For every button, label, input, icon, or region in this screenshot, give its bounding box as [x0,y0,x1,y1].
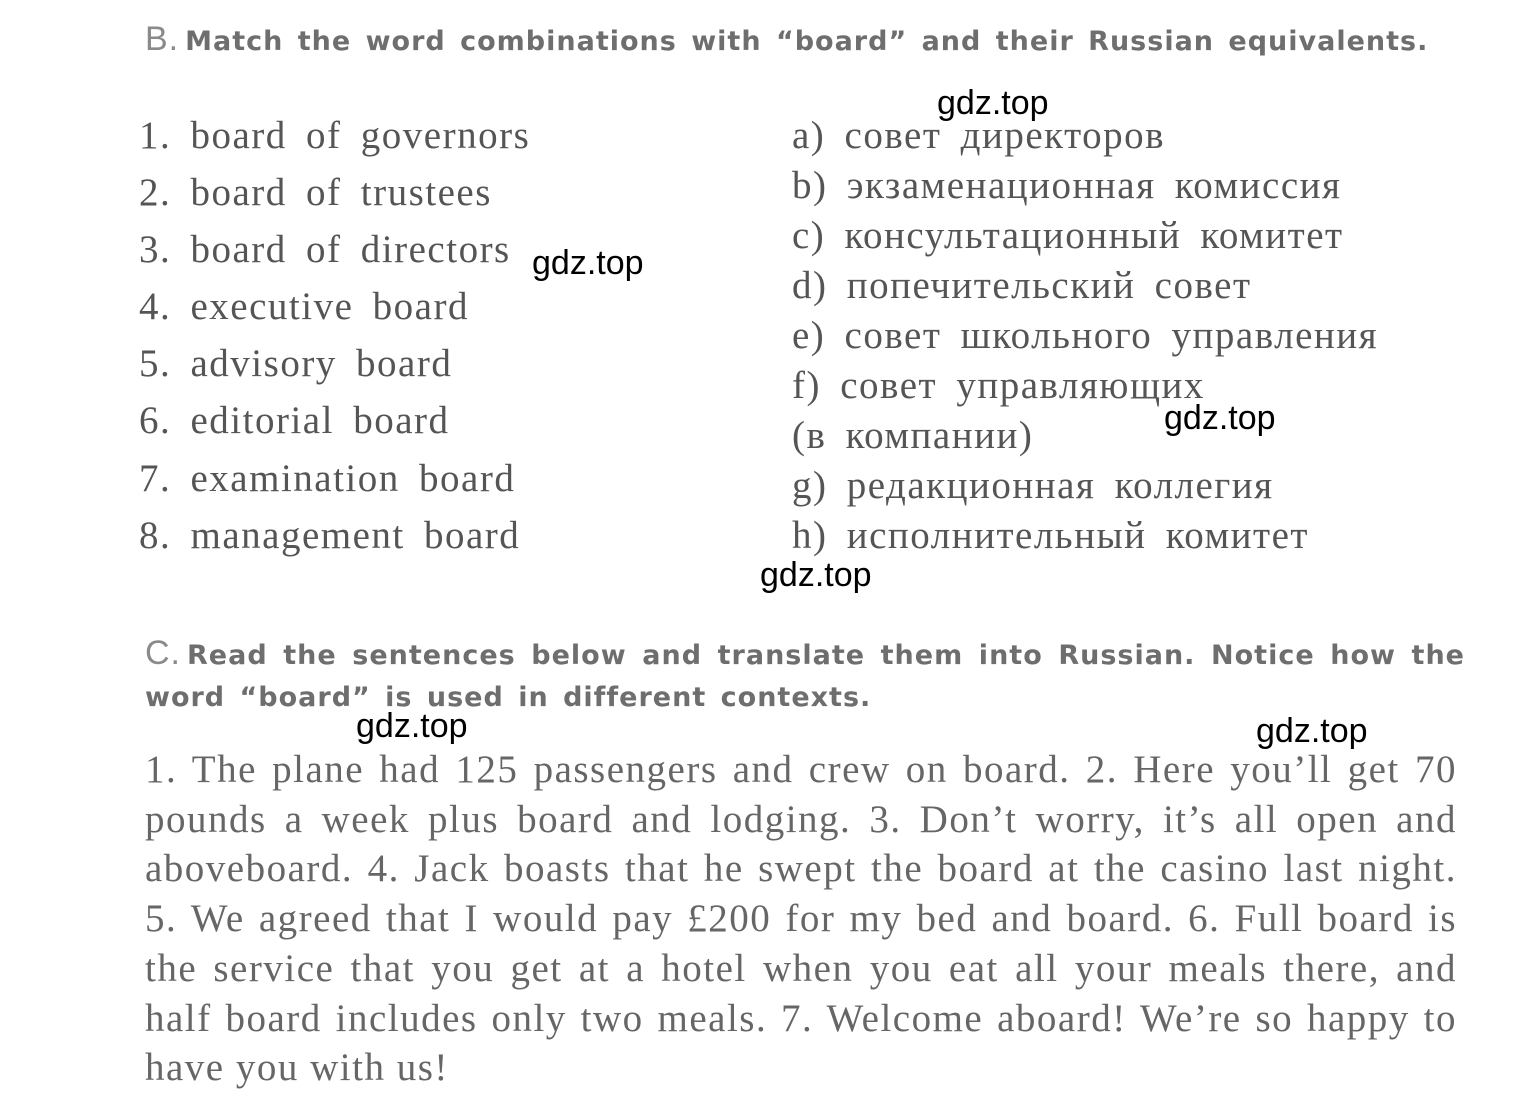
section-b-instruction: Match the word combinations with “board” and their Russian equivalents. [185,26,1429,57]
watermark: gdz.top [937,84,1049,122]
english-term: 7. examination board [139,456,516,500]
watermark: gdz.top [760,556,872,594]
section-c-instruction: Read the sentences below and translate them into Russian. Notice how the word “board” is used in different contexts. [145,640,1465,713]
russian-equivalent-continuation: (в компании) [792,414,1034,457]
russian-equivalent: f) совет управляющих [792,364,1205,407]
english-term: 8. management board [139,513,521,557]
english-term: 3. board of directors [139,228,511,272]
english-term: 4. executive board [139,285,469,329]
english-terms-list [139,111,530,568]
russian-equivalent: с) консультационный комитет [792,214,1344,257]
russian-equivalent: d) попечительский совет [792,264,1252,307]
russian-equivalent: а) совет директоров [792,114,1166,157]
watermark: gdz.top [532,244,644,282]
russian-equivalent: b) экзаменационная комиссия [792,164,1342,207]
section-b-heading [145,20,1428,59]
russian-equivalent: h) исполнительный комитет [792,514,1309,557]
english-term: 5. advisory board [139,342,453,386]
english-term: 6. editorial board [139,399,450,443]
section-c-heading [145,632,1465,719]
section-c-letter: C. [145,634,181,672]
russian-equivalent: g) редакционная коллегия [792,464,1274,507]
section-b-letter: B. [145,20,180,58]
section-c-sentences: 1. The plane had 125 passengers and crew on board. 2. Here you’ll get 70 pounds a week plus board and lodging. 3. Don’t worry, it’s all open and aboveboard. 4. Jack boasts that he swept the board at the casino last night. 5. We agreed that I would pay £200 for my bed and board. 6. Full board is the service that you get at a hotel when you eat all your meals there, and half board includes only two meals. 7. Welcome aboard! We’re so happy to have you with us! [145,748,1457,1090]
russian-equivalent: e) совет школьного управления [792,314,1379,357]
russian-equivalents-list [792,111,1378,561]
watermark: gdz.top [356,707,468,745]
english-term: 2. board of trustees [139,171,492,215]
watermark: gdz.top [1256,712,1368,750]
english-term: 1. board of governors [139,114,531,157]
watermark: gdz.top [1164,399,1276,437]
